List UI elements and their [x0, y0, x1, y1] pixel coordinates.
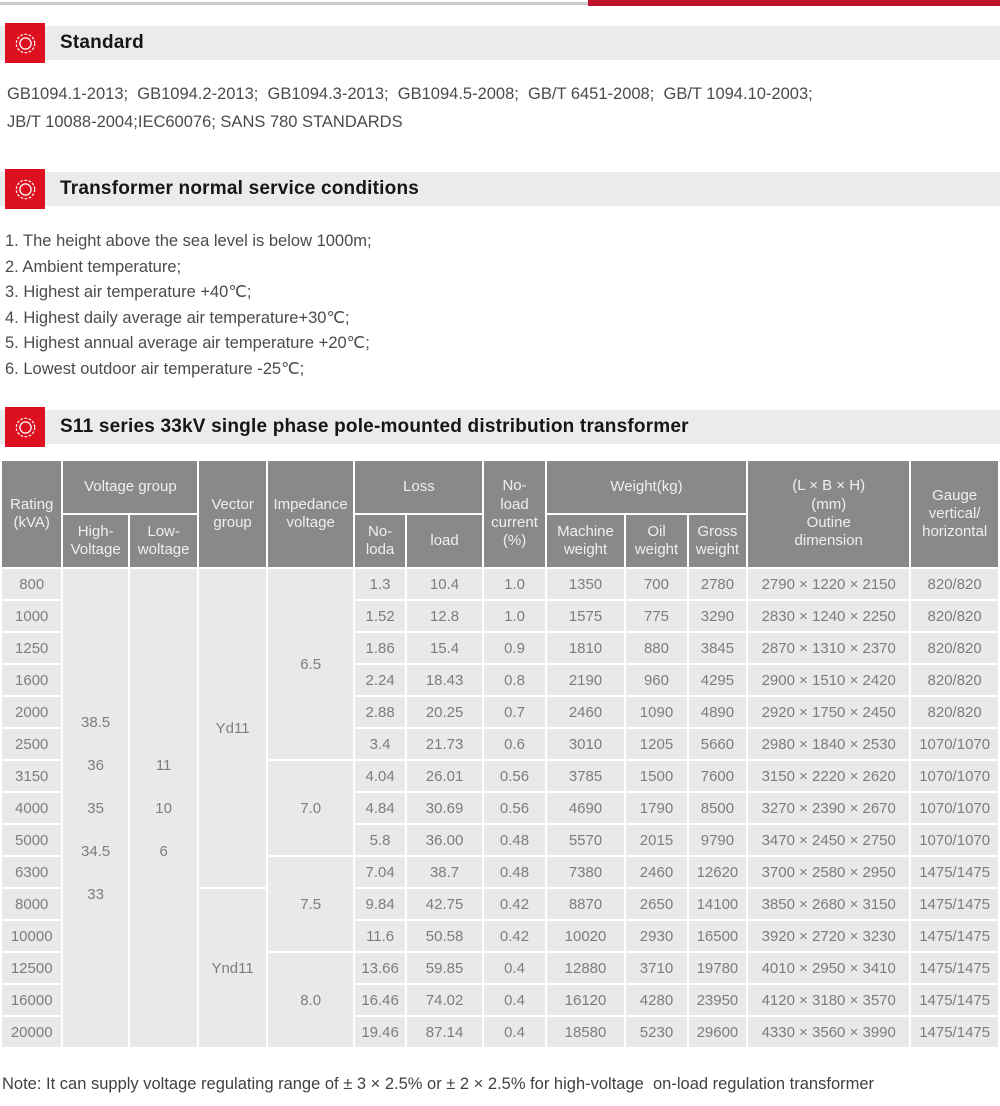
cell-gross-weight: 8500 — [689, 793, 746, 823]
footnote: Note: It can supply voltage regulating range of ± 3 × 2.5% or ± 2 × 2.5% for high-voltage on-load regulation transformer — [2, 1075, 875, 1093]
cell-no-load-loss: 5.8 — [355, 825, 404, 855]
cell-oil-weight: 1205 — [626, 729, 686, 759]
cell-no-load-loss: 2.24 — [355, 665, 404, 695]
cell-no-load-loss: 4.84 — [355, 793, 404, 823]
cell-machine-weight: 2190 — [547, 665, 625, 695]
cell-load-loss: 18.43 — [407, 665, 483, 695]
standards-line-2: JB/T 10088-2004;IEC60076; SANS 780 STANDARDS — [7, 113, 403, 131]
cell-no-load-current: 0.4 — [484, 985, 544, 1015]
cell-gauge: 820/820 — [911, 569, 998, 599]
col-header-rating: Rating (kVA) — [2, 461, 61, 567]
cell-outline-dimension: 4010 × 2950 × 3410 — [748, 953, 909, 983]
top-rule-red — [588, 0, 1000, 6]
cell-gross-weight: 29600 — [689, 1017, 746, 1047]
cell-gross-weight: 4890 — [689, 697, 746, 727]
col-header-machine-weight: Machine weight — [547, 515, 625, 567]
cell-rating: 8000 — [2, 889, 61, 919]
cell-impedance-voltage: 6.5 — [268, 569, 354, 759]
cell-no-load-current: 1.0 — [484, 601, 544, 631]
section-band — [0, 26, 1000, 60]
cell-no-load-loss: 1.52 — [355, 601, 404, 631]
spec-table-body — [2, 569, 998, 1047]
cell-gauge: 820/820 — [911, 633, 998, 663]
cell-load-loss: 74.02 — [407, 985, 483, 1015]
cell-low-voltage-group: 11 10 6 — [130, 569, 197, 1047]
cell-outline-dimension: 2920 × 1750 × 2450 — [748, 697, 909, 727]
cell-machine-weight: 3785 — [547, 761, 625, 791]
cell-rating: 4000 — [2, 793, 61, 823]
cell-outline-dimension: 4330 × 3560 × 3990 — [748, 1017, 909, 1047]
cell-oil-weight: 1790 — [626, 793, 686, 823]
cell-load-loss: 50.58 — [407, 921, 483, 951]
col-header-load-loss: load — [407, 515, 483, 567]
top-rule — [0, 0, 1000, 6]
cell-oil-weight: 880 — [626, 633, 686, 663]
cell-oil-weight: 960 — [626, 665, 686, 695]
brand-emblem-icon — [5, 169, 45, 209]
section-title: Standard — [60, 32, 144, 53]
cell-no-load-current: 0.48 — [484, 825, 544, 855]
cell-gauge: 1475/1475 — [911, 921, 998, 951]
top-rule-gray — [0, 2, 588, 5]
cell-rating: 20000 — [2, 1017, 61, 1047]
cell-no-load-current: 0.42 — [484, 889, 544, 919]
col-header-gauge: Gauge vertical/ horizontal — [911, 461, 998, 567]
cell-oil-weight: 700 — [626, 569, 686, 599]
cell-machine-weight: 7380 — [547, 857, 625, 887]
cell-rating: 1600 — [2, 665, 61, 695]
cell-no-load-loss: 11.6 — [355, 921, 404, 951]
cell-rating: 2000 — [2, 697, 61, 727]
cell-gauge: 1475/1475 — [911, 1017, 998, 1047]
cell-machine-weight: 18580 — [547, 1017, 625, 1047]
cell-gauge: 1070/1070 — [911, 729, 998, 759]
cell-machine-weight: 4690 — [547, 793, 625, 823]
cell-oil-weight: 775 — [626, 601, 686, 631]
cell-no-load-current: 0.56 — [484, 761, 544, 791]
cell-outline-dimension: 2790 × 1220 × 2150 — [748, 569, 909, 599]
section-title: S11 series 33kV single phase pole-mounted distribution transformer — [60, 416, 689, 437]
cell-no-load-current: 0.42 — [484, 921, 544, 951]
cell-load-loss: 20.25 — [407, 697, 483, 727]
cell-no-load-current: 0.4 — [484, 1017, 544, 1047]
section-header-s11-series — [0, 407, 1000, 447]
standards-text — [7, 80, 1000, 136]
cell-impedance-voltage: 7.0 — [268, 761, 354, 855]
cell-outline-dimension: 2980 × 1840 × 2530 — [748, 729, 909, 759]
list-item: 6. Lowest outdoor air temperature -25℃; — [5, 359, 305, 378]
cell-no-load-current: 0.9 — [484, 633, 544, 663]
cell-impedance-voltage: 8.0 — [268, 953, 354, 1047]
list-item: 4. Highest daily average air temperature+30℃; — [5, 308, 350, 327]
cell-gross-weight: 3845 — [689, 633, 746, 663]
cell-load-loss: 15.4 — [407, 633, 483, 663]
cell-gauge: 1475/1475 — [911, 889, 998, 919]
col-header-impedance-voltage: Impedance voltage — [268, 461, 354, 567]
cell-gauge: 1475/1475 — [911, 985, 998, 1015]
col-header-weight: Weight(kg) — [547, 461, 746, 513]
cell-machine-weight: 3010 — [547, 729, 625, 759]
cell-gauge: 1070/1070 — [911, 793, 998, 823]
cell-no-load-current: 0.6 — [484, 729, 544, 759]
cell-gross-weight: 2780 — [689, 569, 746, 599]
cell-high-voltage-group: 38.5 36 35 34.5 33 — [63, 569, 127, 1047]
col-header-loss: Loss — [355, 461, 482, 513]
cell-no-load-loss: 2.88 — [355, 697, 404, 727]
cell-outline-dimension: 3270 × 2390 × 2670 — [748, 793, 909, 823]
cell-gauge: 1070/1070 — [911, 825, 998, 855]
col-header-low-voltage: Low- woltage — [130, 515, 197, 567]
cell-gross-weight: 9790 — [689, 825, 746, 855]
header-row-1 — [2, 461, 998, 513]
brand-emblem-icon — [5, 23, 45, 63]
cell-load-loss: 59.85 — [407, 953, 483, 983]
col-header-outline-dimension: (L × B × H) (mm) Outine dimension — [748, 461, 909, 567]
cell-gross-weight: 7600 — [689, 761, 746, 791]
cell-no-load-loss: 1.3 — [355, 569, 404, 599]
cell-outline-dimension: 3700 × 2580 × 2950 — [748, 857, 909, 887]
cell-machine-weight: 10020 — [547, 921, 625, 951]
cell-oil-weight: 2930 — [626, 921, 686, 951]
cell-outline-dimension: 3470 × 2450 × 2750 — [748, 825, 909, 855]
list-item: 5. Highest annual average air temperature +20℃; — [5, 334, 370, 352]
cell-no-load-current: 0.7 — [484, 697, 544, 727]
cell-no-load-loss: 3.4 — [355, 729, 404, 759]
cell-gauge: 1070/1070 — [911, 761, 998, 791]
cell-outline-dimension: 3920 × 2720 × 3230 — [748, 921, 909, 951]
cell-load-loss: 10.4 — [407, 569, 483, 599]
cell-gross-weight: 14100 — [689, 889, 746, 919]
spec-table — [0, 459, 1000, 1049]
cell-gross-weight: 5660 — [689, 729, 746, 759]
cell-no-load-loss: 19.46 — [355, 1017, 404, 1047]
standards-line-1: GB1094.1-2013; GB1094.2-2013; GB1094.3-2013; GB1094.5-2008; GB/T 6451-2008; GB/T 1094.10-2003; — [7, 85, 813, 103]
cell-outline-dimension: 3150 × 2220 × 2620 — [748, 761, 909, 791]
cell-no-load-current: 0.56 — [484, 793, 544, 823]
cell-rating: 3150 — [2, 761, 61, 791]
cell-oil-weight: 4280 — [626, 985, 686, 1015]
cell-machine-weight: 1810 — [547, 633, 625, 663]
cell-rating: 10000 — [2, 921, 61, 951]
cell-load-loss: 21.73 — [407, 729, 483, 759]
cell-gauge: 1475/1475 — [911, 953, 998, 983]
cell-gross-weight: 23950 — [689, 985, 746, 1015]
cell-gross-weight: 4295 — [689, 665, 746, 695]
col-header-no-load-loss: No- loda — [355, 515, 404, 567]
brand-emblem-icon — [5, 407, 45, 447]
cell-no-load-loss: 1.86 — [355, 633, 404, 663]
cell-outline-dimension: 2830 × 1240 × 2250 — [748, 601, 909, 631]
cell-load-loss: 30.69 — [407, 793, 483, 823]
cell-gross-weight: 16500 — [689, 921, 746, 951]
cell-no-load-current: 0.48 — [484, 857, 544, 887]
section-header-standard — [0, 23, 1000, 63]
cell-rating: 12500 — [2, 953, 61, 983]
cell-machine-weight: 16120 — [547, 985, 625, 1015]
list-item: 3. Highest air temperature +40℃; — [5, 283, 252, 301]
cell-no-load-current: 0.4 — [484, 953, 544, 983]
cell-gross-weight: 12620 — [689, 857, 746, 887]
cell-machine-weight: 1575 — [547, 601, 625, 631]
cell-oil-weight: 1090 — [626, 697, 686, 727]
cell-gauge: 820/820 — [911, 697, 998, 727]
cell-oil-weight: 3710 — [626, 953, 686, 983]
col-header-vector-group: Vector group — [199, 461, 265, 567]
section-title: Transformer normal service conditions — [60, 178, 420, 199]
cell-outline-dimension: 3850 × 2680 × 3150 — [748, 889, 909, 919]
cell-gauge: 820/820 — [911, 601, 998, 631]
cell-rating: 2500 — [2, 729, 61, 759]
col-header-high-voltage: High- Voltage — [63, 515, 127, 567]
cell-gauge: 820/820 — [911, 665, 998, 695]
col-header-gross-weight: Gross weight — [689, 515, 746, 567]
cell-rating: 1000 — [2, 601, 61, 631]
cell-no-load-loss: 13.66 — [355, 953, 404, 983]
cell-gauge: 1475/1475 — [911, 857, 998, 887]
cell-no-load-loss: 16.46 — [355, 985, 404, 1015]
service-conditions-list — [5, 229, 1000, 382]
cell-load-loss: 26.01 — [407, 761, 483, 791]
cell-machine-weight: 1350 — [547, 569, 625, 599]
cell-impedance-voltage: 7.5 — [268, 857, 354, 951]
cell-machine-weight: 5570 — [547, 825, 625, 855]
cell-oil-weight: 2015 — [626, 825, 686, 855]
list-item: 2. Ambient temperature; — [5, 257, 182, 276]
spec-table-header — [2, 461, 998, 567]
cell-no-load-current: 1.0 — [484, 569, 544, 599]
list-item: 1. The height above the sea level is below 1000m; — [5, 232, 372, 250]
cell-gross-weight: 3290 — [689, 601, 746, 631]
cell-machine-weight: 8870 — [547, 889, 625, 919]
cell-machine-weight: 2460 — [547, 697, 625, 727]
cell-load-loss: 12.8 — [407, 601, 483, 631]
cell-no-load-loss: 4.04 — [355, 761, 404, 791]
cell-no-load-loss: 9.84 — [355, 889, 404, 919]
cell-oil-weight: 1500 — [626, 761, 686, 791]
cell-outline-dimension: 2870 × 1310 × 2370 — [748, 633, 909, 663]
section-header-service-conditions — [0, 169, 1000, 209]
cell-outline-dimension: 4120 × 3180 × 3570 — [748, 985, 909, 1015]
cell-vector-group: Yd11 — [199, 569, 265, 887]
cell-oil-weight: 2460 — [626, 857, 686, 887]
cell-oil-weight: 5230 — [626, 1017, 686, 1047]
cell-load-loss: 38.7 — [407, 857, 483, 887]
cell-rating: 6300 — [2, 857, 61, 887]
cell-rating: 16000 — [2, 985, 61, 1015]
cell-rating: 1250 — [2, 633, 61, 663]
cell-load-loss: 36.00 — [407, 825, 483, 855]
cell-oil-weight: 2650 — [626, 889, 686, 919]
cell-gross-weight: 19780 — [689, 953, 746, 983]
col-header-oil-weight: Oil weight — [626, 515, 686, 567]
cell-no-load-current: 0.8 — [484, 665, 544, 695]
col-header-no-load-current: No- load current (%) — [484, 461, 544, 567]
cell-load-loss: 42.75 — [407, 889, 483, 919]
col-header-voltage-group: Voltage group — [63, 461, 197, 513]
cell-machine-weight: 12880 — [547, 953, 625, 983]
cell-outline-dimension: 2900 × 1510 × 2420 — [748, 665, 909, 695]
cell-no-load-loss: 7.04 — [355, 857, 404, 887]
cell-rating: 5000 — [2, 825, 61, 855]
cell-vector-group: Ynd11 — [199, 889, 265, 1047]
cell-rating: 800 — [2, 569, 61, 599]
table-row — [2, 569, 998, 599]
cell-load-loss: 87.14 — [407, 1017, 483, 1047]
